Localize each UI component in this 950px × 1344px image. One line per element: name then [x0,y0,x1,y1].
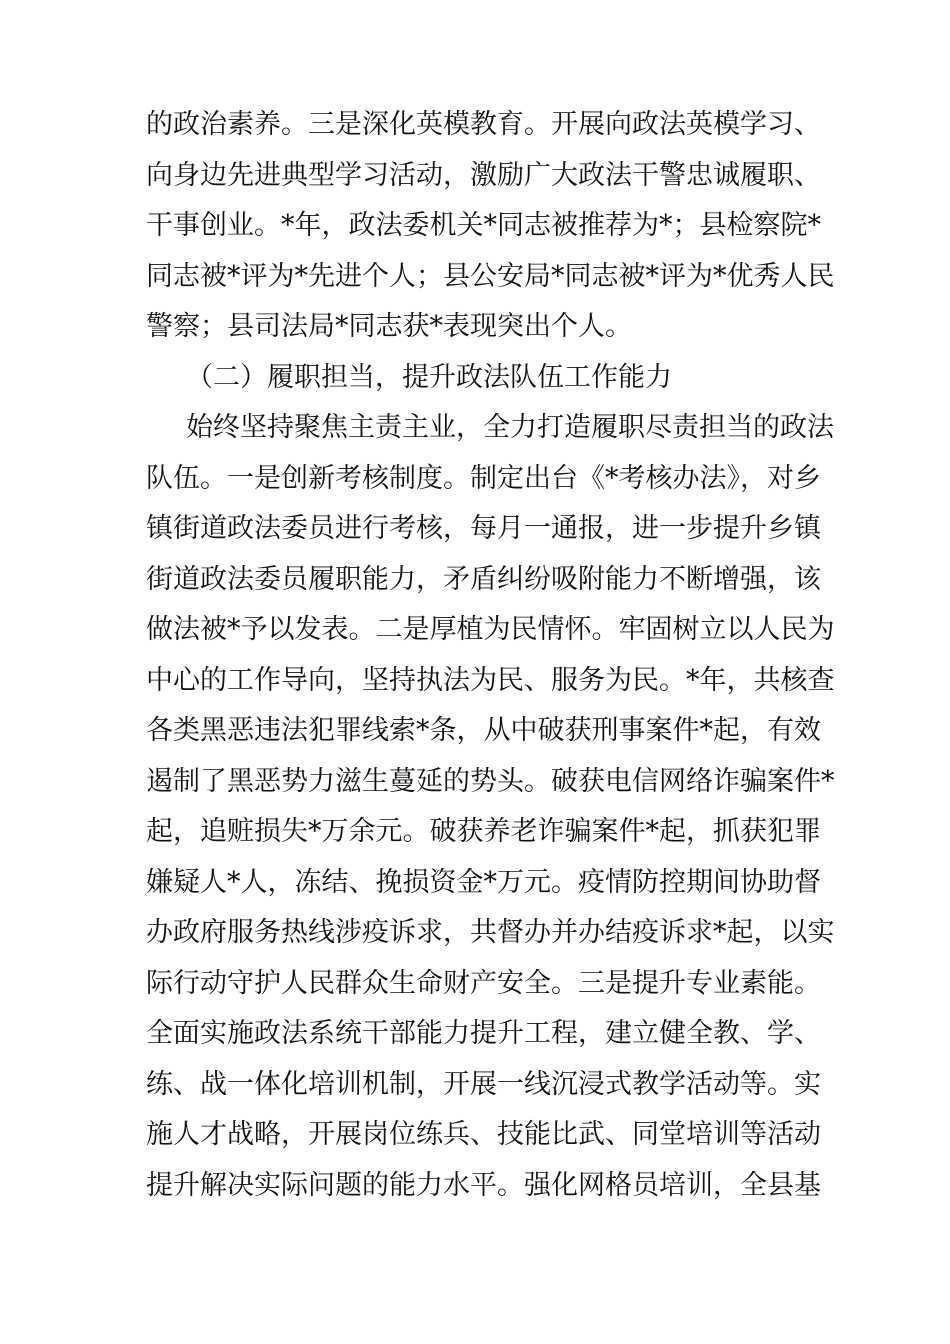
text-line: 中心的工作导向，坚持执法为民、服务为民。*年，共核查 [146,664,835,696]
text-line: 同志被*评为*先进个人；县公安局*同志被*评为*优秀人民 [146,260,835,292]
text-line: 练、战一体化培训机制，开展一线沉浸式教学活动等。实 [146,1068,821,1100]
text-line: 嫌疑人*人，冻结、挽损资金*万元。疫情防控期间协助督 [146,866,821,898]
section-heading: （二）履职担当，提升政法队伍工作能力 [186,361,672,393]
text-line: 的政治素养。三是深化英模教育。开展向政法英模学习、 [146,109,821,140]
body-text [146,100,835,1211]
text-line: 各类黑恶违法犯罪线索*条，从中破获刑事案件*起，有效 [146,715,821,746]
text-line: 际行动守护人民群众生命财产安全。三是提升专业素能。 [146,967,821,999]
text-line: 全面实施政法系统干部能力提升工程，建立健全教、学、 [146,1018,821,1049]
text-line: 向身边先进典型学习活动，激励广大政法干警忠诚履职、 [146,159,821,191]
text-line: 施人才战略，开展岗位练兵、技能比武、同堂培训等活动 [146,1119,821,1150]
text-line: 起，追赃损失*万余元。破获养老诈骗案件*起，抓获犯罪 [146,816,821,847]
text-line: 办政府服务热线涉疫诉求，共督办并办结疫诉求*起，以实 [146,917,835,948]
text-line: 干事创业。*年，政法委机关*同志被推荐为*；县检察院* [146,210,821,241]
text-line: 镇街道政法委员进行考核，每月一通报，进一步提升乡镇 [146,513,821,544]
text-line: 遏制了黑恶势力滋生蔓延的势头。破获电信网络诈骗案件* [146,765,835,797]
text-line: 队伍。一是创新考核制度。制定出台《*考核办法》，对乡 [146,462,821,494]
paragraph-first-line: 始终坚持聚焦主责主业，全力打造履职尽责担当的政法 [186,412,834,443]
text-line: 街道政法委员履职能力，矛盾纠纷吸附能力不断增强，该 [146,563,821,595]
text-line: 做法被*予以发表。二是厚植为民情怀。牢固树立以人民为 [146,614,835,645]
text-line: 警察；县司法局*同志获*表现突出个人。 [146,311,632,342]
text-line: 提升解决实际问题的能力水平。强化网格员培训，全县基 [146,1169,821,1201]
